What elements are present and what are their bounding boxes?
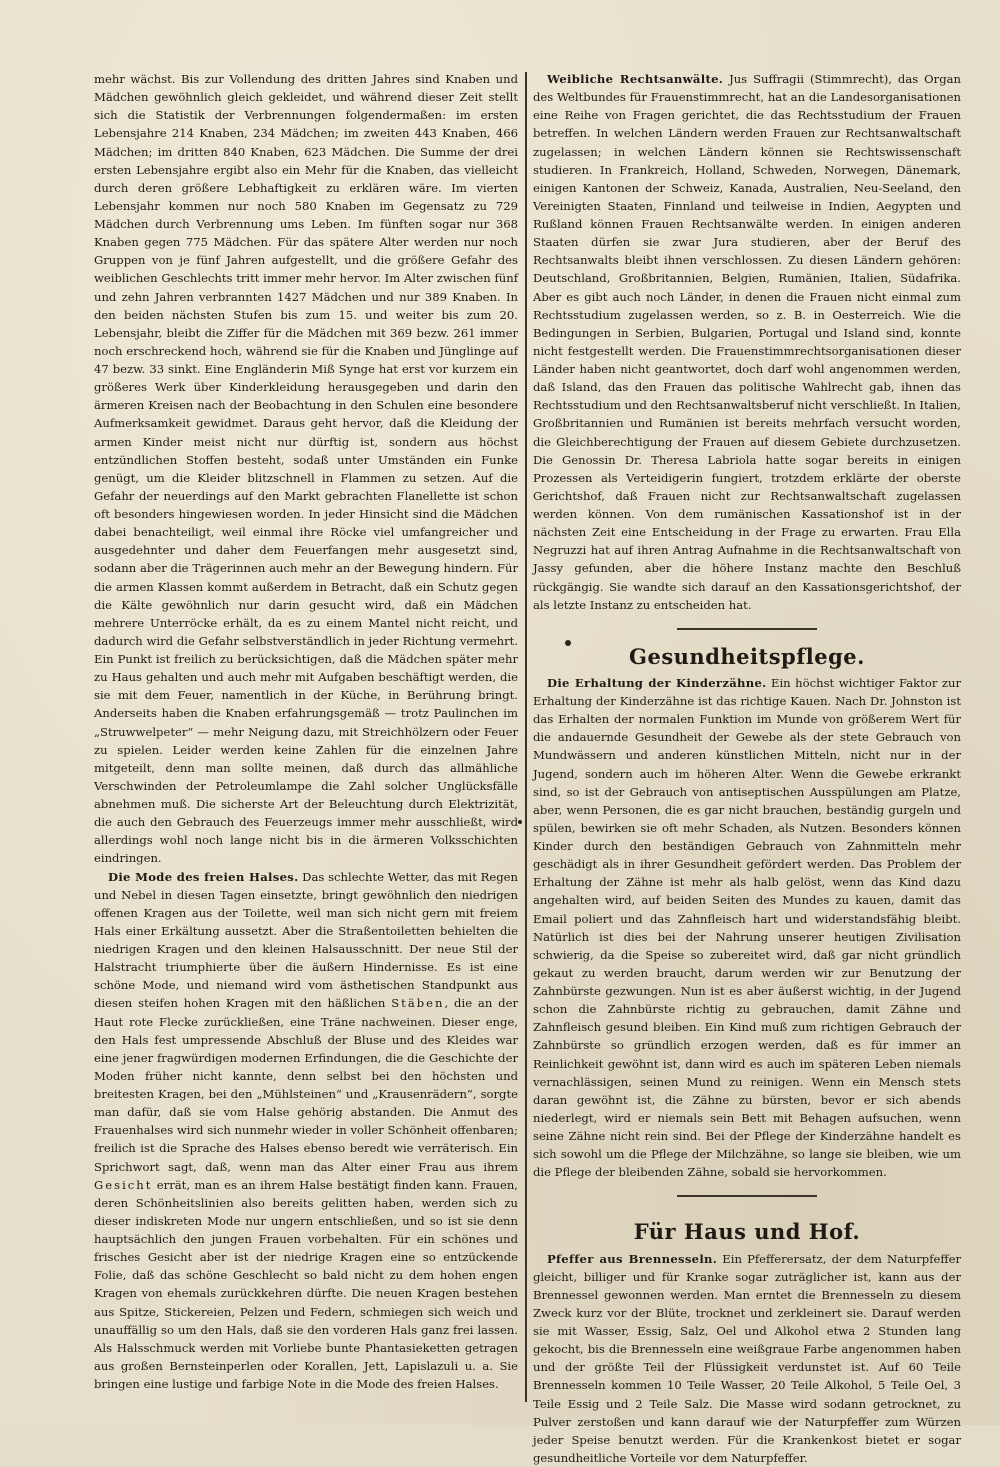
article-lead-female-lawyers: Weibliche Rechtsanwälte. [547, 72, 723, 86]
article-nettle-pepper [533, 1250, 961, 1467]
article-female-lawyers [533, 70, 961, 614]
section-rule [677, 628, 817, 630]
article-text-female-lawyers: Jus Suffragii (Stimmrecht), das Organ des Weltbundes für Frauenstimmrecht, hat an die Landesorganisationen eine Reihe von Fragen gerichtet, die das Rechtsstudium der Frauen betreffen. In welchen Ländern werden Frauen zur Rechtsanwaltschaft zugelassen; in welchen Ländern können sie Rechtswissenschaft studieren. In Frankreich, Holland, Schweden, Norwegen, Dänemark, einigen Kantonen der Schweiz, Kanada, Australien, Neu-Seeland, den Vereinigten Staaten, Finnland und teilweise in Indien, Aegypten und Rußland können Frauen Rechtsanwälte werden. In einigen anderen Staaten dürfen sie zwar Jura studieren, aber der Beruf des Rechtsanwalts bleibt ihnen verschlossen. Zu diesen Ländern gehören: Deutschland, Großbritannien, Belgien, Rumänien, Italien, Südafrika. Aber es gibt auch noch Länder, in denen die Frauen nicht einmal zum Rechtsstudium zugelassen werden, so z. B. in Oesterreich. Wie die Bedingungen in Serbien, Bulgarien, Portugal und Island sind, konnte nicht festgestellt werden. Die Frauenstimmrechtsorganisationen dieser Länder haben nicht geantwortet, doch darf wohl angenommen werden, daß Island, das den Frauen das politische Wahlrecht gab, ihnen das Rechtsstudium und den Rechtsanwaltsberuf nicht verschließt. In Italien, Großbritannien und Rumänien ist bereits mehrfach versucht worden, die Gleichberechtigung der Frauen auf diesem Gebiete durchzusetzen. Die Genossin Dr. Theresa Labriola hatte sogar bereits in einigen Prozessen als Verteidigerin fungiert, trotzdem erklärte der oberste Gerichtshof, daß Frauen nicht zur Rechtsanwaltschaft zugelassen werden können. Von dem rumänischen Kassationshof ist in der nächsten Zeit eine Entscheidung in der Frage zu erwarten. Frau Ella Negruzzi hat auf ihren Antrag Aufnahme in die Rechtsanwaltschaft von Jassy gefunden, aber die höhere Instanz machte den Beschluß rückgängig. Sie wandte sich darauf an den Kassationsgerichtshof, der als letzte Instanz zu entscheiden hat. [533, 72, 961, 612]
article-text-part-a: Das schlechte Wetter, das mit Regen und Nebel in diesen Tagen einsetzte, bringt gewöhnlich den niedrigen offenen Kragen aus der Toilette, weil man sich nicht gern mit freiem Hals einer Erkältung aussetzt. Aber die Straßentoiletten behielten die niedrigen Kragen und den kleinen Halsausschnitt. Der neue Stil der Halstracht triumphierte über die äußern Hindernisse. Es ist eine schöne Mode, und niemand wird vom ästhetischen Standpunkt aus diesen steifen hohen Kragen mit den häßlichen [94, 870, 518, 1011]
spaced-word-gesicht: Gesicht [94, 1178, 152, 1192]
article-lead-childrens-teeth: Die Erhaltung der Kinderzähne. [547, 676, 767, 690]
left-column [94, 70, 518, 1393]
article-free-neck-fashion [94, 868, 518, 1394]
article-text-part-b: , die an der Haut rote Flecke zurückließen, eine Träne nachweinen. Dieser enge, den Hals fest umpressende Abschluß der Bluse und des Kleides war eine jener fragwürdigen modernen Erfindungen, die die Geschichte der Moden früher nicht kannte, denn selbst bei den höchsten und breitesten Kragen, bei den „Mühlsteinen“ und „Krausenrädern“, sorgte man dafür, daß sie vom Halse gehörig abstanden. Die Anmut des Frauenhalses wird sich nunmehr wieder in voller Schönheit offenbaren; freilich ist die Sprache des Halses ebenso beredt wie verräterisch. Ein Sprichwort sagt, daß, wenn man das Alter einer Frau aus ihrem [94, 996, 518, 1173]
section-heading-house-and-yard: Für Haus und Hof. [533, 1223, 961, 1241]
article-childrens-teeth [533, 674, 961, 1182]
ink-spot [565, 640, 571, 646]
article-burns-statistics: mehr wächst. Bis zur Vollendung des dritten Jahres sind Knaben und Mädchen gewöhnlich gleich gekleidet, und während dieser Zeit stellt sich die Statistik der Verbrennungen folgendermaßen: im ersten Lebensjahre 214 Knaben, 234 Mädchen; im zweiten 443 Knaben, 466 Mädchen; im dritten 840 Knaben, 623 Mädchen. Die Summe der drei ersten Lebensjahre ergibt also ein Mehr für die Knaben, das vielleicht durch deren größere Lebhaftigkeit zu erklären wäre. Im vierten Lebensjahr kommen nur noch 580 Knaben im Gegensatz zu 729 Mädchen durch Verbrennung ums Leben. Im fünften sogar nur 368 Knaben gegen 775 Mädchen. Für das spätere Alter werden nur noch Gruppen von je fünf Jahren aufgestellt, und die größere Gefahr des weiblichen Geschlechts tritt immer mehr hervor. Im Alter zwischen fünf und zehn Jahren verbrannten 1427 Mädchen und nur 389 Knaben. In den beiden nächsten Stufen bis zum 15. und weiter bis zum 20. Lebensjahr, bleibt die Ziffer für die Mädchen mit 369 bezw. 261 immer noch erschreckend hoch, während sie für die Knaben und Jünglinge auf 47 bezw. 33 sinkt. Eine Engländerin Miß Synge hat erst vor kurzem ein größeres Werk über Kinderkleidung herausgegeben und darin den ärmeren Kreisen nach der Beobachtung in den Schulen eine besondere Aufmerksamkeit gewidmet. Daraus geht hervor, daß die Kleidung der armen Kinder meist nicht nur dürftig ist, sondern aus höchst entzündlichen Stoffen besteht, sodaß unter Umständen ein Funke genügt, um die Kleider blitzschnell in Flammen zu setzen. Auf die Gefahr der neuerdings auf den Markt gebrachten Flanellette ist schon oft besonders hingewiesen worden. In jeder Hinsicht sind die Mädchen dabei benachteiligt, weil einmal ihre Röcke viel umfangreicher und ausgedehnter und daher dem Feuerfangen mehr ausgesetzt sind, sodann aber die Trägerinnen auch mehr an der Bewegung hindern. Für die armen Klassen kommt außerdem in Betracht, daß ein Schutz gegen die Kälte gewöhnlich nur darin gesucht wird, daß ein Mädchen mehrere Unterröcke erhält, da es zu einem Mantel nicht reicht, und dadurch wird die Gefahr selbstverständlich in jeder Richtung vermehrt. Ein Punkt ist freilich zu berücksichtigen, daß die Mädchen später mehr zu Haus gehalten und auch mehr mit Aufgaben beschäftigt werden, die sie mit dem Feuer, namentlich in der Küche, in Berührung bringt. Anderseits haben die Knaben erfahrungsgemäß — trotz Paulinchen im „Struwwelpeter“ — mehr Neigung dazu, mit Streichhölzern oder Feuer zu spielen. Leider werden keine Zahlen für die einzelnen Jahre mitgeteilt, denn man sollte meinen, daß durch das allmähliche Verschwinden der Petroleumlampe die Zahl solcher Unglücksfälle abnehmen muß. Die sicherste Art der Beleuchtung durch Elektrizität, die auch den Gebrauch des Feuerzeugs immer mehr ausschließt, wird allerdings wohl noch lange nicht bis in die ärmeren Volksschichten eindringen. [94, 70, 518, 868]
section-heading-health: Gesundheitspflege. [533, 648, 961, 666]
spaced-word-staeben: Stäben [391, 996, 444, 1010]
article-lead-free-neck: Die Mode des freien Halses. [108, 870, 298, 884]
article-text-nettle-pepper: Ein Pfefferersatz, der dem Naturpfeffer gleicht, billiger und für Kranke sogar zuträglicher ist, kann aus der Brennessel gewonnen werden. Man erntet die Brennesseln zu diesem Zweck kurz vor der Blüte, trocknet und zerkleinert sie. Darauf werden sie mit Wasser, Essig, Salz, Oel und Alkohol etwa 2 Stunden lang gekocht, bis die Brennesseln eine weißgraue Farbe angenommen haben und der größte Teil der Flüssigkeit verdunstet ist. Auf 60 Teile Brennesseln kommen 10 Teile Wasser, 20 Teile Alkohol, 5 Teile Oel, 3 Teile Essig und 2 Teile Salz. Die Masse wird sodann getrocknet, zu Pulver zerstoßen und kann darauf wie der Naturpfeffer zum Würzen jeder Speise benutzt werden. Für die Krankenkost bietet er sogar gesundheitliche Vorteile vor dem Naturpfeffer. [533, 1252, 961, 1465]
article-lead-nettle-pepper: Pfeffer aus Brennesseln. [547, 1252, 717, 1266]
article-text-childrens-teeth: Ein höchst wichtiger Faktor zur Erhaltung der Kinderzähne ist das richtige Kauen. Nach Dr. Johnston ist das Erhalten der normalen Funktion im Munde von größerem Wert für die andauernde Gesundheit der Gewebe als der stete Gebrauch von Mundwässern und anderen künstlichen Mitteln, nicht nur in der Jugend, sondern auch im höheren Alter. Wenn die Gewebe erkrankt sind, so ist der Gebrauch von antiseptischen Ausspülungen am Platze, aber, wenn Personen, die es gar nicht brauchen, beständig gurgeln und spülen, bewirken sie oft mehr Schaden, als Nutzen. Besonders können Kinder durch den beständigen Gebrauch von Zahnmitteln mehr geschädigt als in ihrer Gesundheit gefördert werden. Das Problem der Erhaltung der Zähne ist mehr als halb gelöst, wenn das Kind dazu angehalten wird, auf beiden Seiten des Mundes zu kauen, damit das Email poliert und das Zahnfleisch hart und widerstandsfähig bleibt. Natürlich ist dies bei der Nahrung unserer heutigen Zivilisation schwierig, da die Speise so zubereitet wird, daß gar nicht gründlich gekaut zu werden braucht, darum werden wir zur Benutzung der Zahnbürste gezwungen. Nun ist es aber äußerst wichtig, in der Jugend schon die Zahnbürste richtig zu gebrauchen, damit Zähne und Zahnfleisch gesund bleiben. Ein Kind muß zum richtigen Gebrauch der Zahnbürste so gründlich erzogen werden, daß es für immer an Reinlichkeit gewöhnt ist, dann wird es auch im späteren Leben niemals vernachlässigen, seinen Mund zu reinigen. Wenn ein Mensch stets daran gewöhnt ist, die Zähne zu bürsten, bevor er sich abends niederlegt, wird er niemals sein Bett mit Behagen aufsuchen, wenn seine Zähne nicht rein sind. Bei der Pflege der Kinderzähne handelt es sich sowohl um die Pflege der Milchzähne, so lange sie bleiben, wie um die Pflege der bleibenden Zähne, sobald sie hervorkommen. [533, 676, 961, 1179]
column-divider [525, 72, 527, 1402]
section-rule [677, 1195, 817, 1197]
article-text-part-c: errät, man es an ihrem Halse bestätigt finden kann. Frauen, deren Schönheitslinien also bereits gelitten haben, werden sich zu dieser indiskreten Mode nur ungern entschließen, und so ist sie denn hauptsächlich den jungen Frauen vorbehalten. Für ein schönes und frisches Gesicht aber ist der niedrige Kragen eine so entzückende Folie, daß das schöne Geschlecht so bald nicht zu dem hohen engen Kragen von ehemals zurückkehren dürfte. Die neuen Kragen bestehen aus Spitze, Stickereien, Pelzen und Federn, schmiegen sich weich und unauffällig so um den Hals, daß sie den vorderen Hals ganz frei lassen. Als Halsschmuck werden mit Vorliebe bunte Phantasieketten getragen aus großen Bernsteinperlen oder Korallen, Jett, Lapislazuli u. a. Sie bringen eine lustige und farbige Note in die Mode des freien Halses. [94, 1178, 518, 1391]
right-column [533, 70, 961, 1467]
ink-spot [518, 820, 522, 824]
